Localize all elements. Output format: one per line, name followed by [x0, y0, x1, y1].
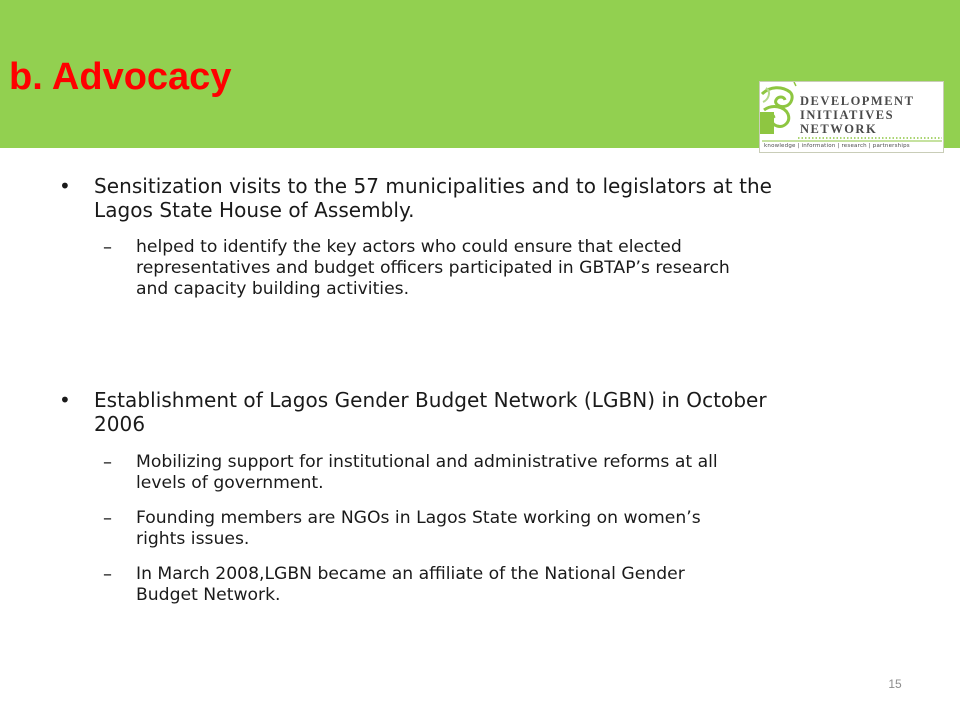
bullet-marker: •: [59, 174, 71, 198]
sub-list-item: [136, 508, 701, 550]
logo-name-line-3: NETWORK: [800, 122, 878, 136]
sub-list-item-line: Founding members are NGOs in Lagos State working on women’s: [136, 508, 701, 528]
dash-marker: –: [103, 564, 112, 585]
sub-list-item-line: and capacity building activities.: [136, 279, 410, 299]
page-number: 15: [888, 677, 902, 691]
list-item-line: Lagos State House of Assembly.: [94, 198, 415, 222]
sub-list-item: [136, 452, 718, 494]
list-item: [94, 174, 772, 222]
sub-list-item-line: helped to identify the key actors who could ensure that elected: [136, 237, 682, 257]
list-item-line: Sensitization visits to the 57 municipalities and to legislators at the: [94, 174, 773, 198]
sub-list-item-line: In March 2008,LGBN became an affiliate of the National Gender: [136, 564, 685, 584]
sub-list-item-line: Budget Network.: [136, 585, 281, 605]
sub-list-item-line: rights issues.: [136, 529, 250, 549]
sub-list-item-line: Mobilizing support for institutional and administrative reforms at all: [136, 452, 718, 472]
dash-marker: –: [103, 508, 112, 529]
bullet-marker: •: [59, 388, 71, 412]
logo-name-line-2: INITIATIVES: [800, 108, 895, 122]
list-item-line: Establishment of Lagos Gender Budget Network (LGBN) in October: [94, 388, 767, 412]
dash-marker: –: [103, 237, 112, 258]
list-item: [94, 388, 767, 436]
sub-list-item: [136, 237, 730, 300]
logo-name-line-1: DEVELOPMENT: [800, 94, 915, 108]
dash-marker: –: [103, 452, 112, 473]
sub-list-item: [136, 564, 685, 606]
list-item-line: 2006: [94, 412, 146, 436]
development-initiatives-network-logo: [759, 81, 944, 153]
logo-tagline: knowledge | information | research | partnerships: [764, 143, 910, 149]
sub-list-item-line: representatives and budget officers participated in GBTAP’s research: [136, 258, 730, 278]
slide-title: b. Advocacy: [9, 56, 232, 98]
sub-list-item-line: levels of government.: [136, 473, 324, 493]
